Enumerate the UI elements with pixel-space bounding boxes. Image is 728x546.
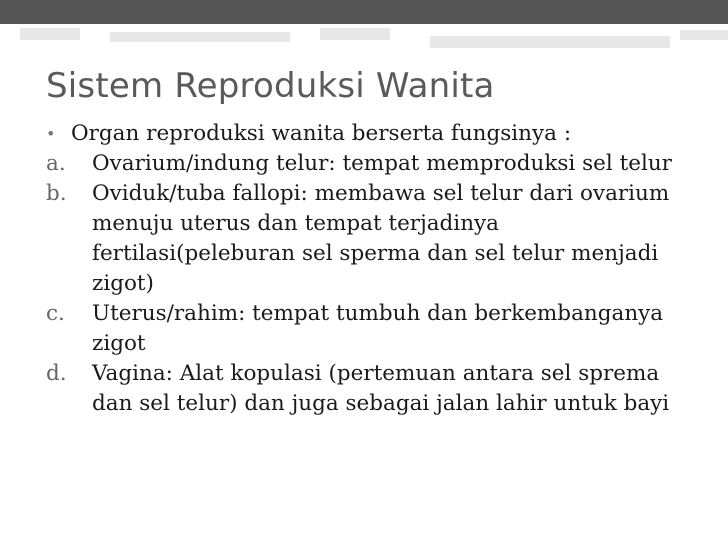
list-marker: c. [46,301,65,326]
deco-bar [430,36,670,48]
top-bar [0,0,728,24]
list-item-text: Vagina: Alat kopulasi (pertemuan antara sel sprema dan sel telur) dan juga sebagai jalan lahir untuk bayi [92,361,670,416]
list-item [46,359,706,419]
list-item-text: Uterus/rahim: tempat tumbuh dan berkembanganya zigot [92,301,664,356]
deco-bar [680,30,728,40]
deco-bar [110,32,290,42]
list-item-text: Oviduk/tuba fallopi: membawa sel telur dari ovarium menuju uterus dan tempat terjadinya fertilasi(peleburan sel sperma dan sel telur menjadi zigot) [92,181,670,296]
slide-title: Sistem Reproduksi Wanita [46,66,495,106]
intro-text: Organ reproduksi wanita berserta fungsinya : [71,121,572,146]
deco-bar [20,28,80,40]
list-marker: a. [46,151,66,176]
slide-content [46,119,706,419]
list-item-text: Ovarium/indung telur: tempat memproduksi sel telur [92,151,672,176]
list-marker: d. [46,361,67,386]
deco-bar [320,28,390,40]
list-marker: b. [46,181,67,206]
list-item [46,149,706,179]
list-item [46,179,706,299]
decorative-bars [0,28,728,48]
intro-row [46,119,706,149]
bullet-marker: • [46,124,56,143]
list-item [46,299,706,359]
